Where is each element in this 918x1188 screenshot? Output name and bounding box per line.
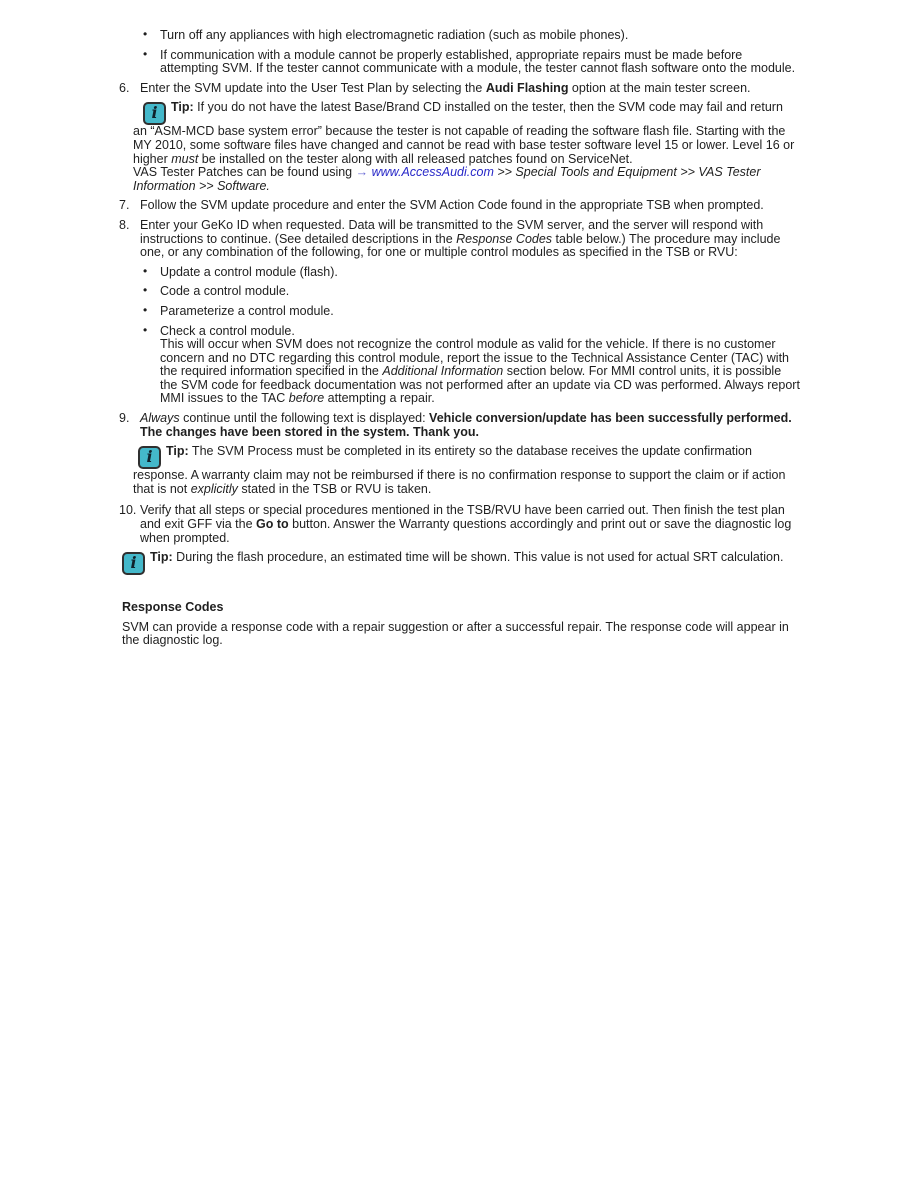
text-segment: button. Answer the Warranty questions accordingly and print out or save the diagnostic log when prompted. xyxy=(140,517,792,545)
text-segment: must xyxy=(171,151,199,166)
text-segment: → xyxy=(355,165,372,180)
text-segment: before xyxy=(288,391,325,406)
text-segment: This will occur when SVM does not recognize the control module as valid for the vehicle. If there is no customer concern and no DTC regarding this control module, report the issue to the Technical Assistance Center (TAC) with the required information specified in the xyxy=(160,337,790,379)
bullet-icon: • xyxy=(143,46,148,61)
text-segment: Verify that all steps or special procedures mentioned in the TSB/RVU have been carried out. Then finish the test plan and exit GFF via the xyxy=(140,503,785,532)
intro-bullet-2 xyxy=(143,46,800,76)
text-segment: If you do not have the latest Base/Brand CD installed on the tester, then the SVM code may fail and return an “ASM-MCD base system error” because the tester is not capable of reading the software flash file. Starting with the MY 2010, some software files have changed and cannot be read with base tester software level 15 or lower. Level 16 or higher xyxy=(133,100,795,166)
step-6 xyxy=(119,80,800,96)
text-segment: Software. xyxy=(217,178,270,193)
text-segment: continue until the following text is displayed: xyxy=(179,411,430,426)
text-segment: If communication with a module cannot be properly established, appropriate repairs must be made before attempting SVM. If the tester cannot communicate with a module, the tester cannot flash software onto the module. xyxy=(160,47,796,76)
text-segment: Follow the SVM update procedure and enter the SVM Action Code found in the appropriate TSB when prompted. xyxy=(140,198,764,213)
text-segment: The SVM Process must be completed in its entirety so the database receives the update confirmation response. A warranty claim may not be reimbursed if there is no confirmation response to support the claim or if action that is not xyxy=(133,444,786,496)
text-segment: Additional Information xyxy=(382,364,504,379)
tip-step-6 xyxy=(133,101,800,166)
text-segment: SVM can provide a response code with a repair suggestion or after a successful repair. The response code will appear in the diagnostic log. xyxy=(122,619,789,648)
text-segment: Enter your GeKo ID when requested. Data will be transmitted to the SVM server, and the server will respond with instructions to continue. (See detailed descriptions in the xyxy=(140,217,764,246)
text-segment: Turn off any appliances with high electromagnetic radiation (such as mobile phones). xyxy=(160,28,629,42)
text-segment: Parameterize a control module. xyxy=(160,303,334,318)
text-segment: VAS Tester Patches can be found using xyxy=(133,165,356,180)
bullet-icon: • xyxy=(143,302,148,317)
step-8-bullet-1 xyxy=(143,263,800,280)
intro-bullet-1 xyxy=(143,27,800,43)
list-number: 6. xyxy=(119,80,130,95)
text-segment: Always xyxy=(140,411,180,426)
list-number: 8. xyxy=(119,217,130,232)
bullet-icon: • xyxy=(143,263,148,278)
tip-step-10 xyxy=(99,551,800,575)
text-segment: attempting a repair. xyxy=(324,391,435,406)
text-segment: >> xyxy=(195,178,218,193)
accessaudi-link[interactable]: www.AccessAudi.com xyxy=(371,165,494,180)
text-segment: Enter the SVM update into the User Test Plan by selecting the xyxy=(140,80,486,95)
text-segment: Special Tools and Equipment xyxy=(515,165,677,180)
text-segment: Vehicle conversion/update has been successfully performed. The changes have been stored in the system. Thank you. xyxy=(140,411,792,439)
text-segment: >> xyxy=(676,165,699,180)
vas-tester-note xyxy=(133,166,800,193)
step-10 xyxy=(119,503,800,545)
text-segment: Check a control module. xyxy=(160,323,295,338)
text-segment: Audi Flashing xyxy=(485,80,569,95)
text-segment: explicitly xyxy=(190,481,238,496)
tip-info-icon: i xyxy=(122,552,145,575)
bullet-icon: • xyxy=(143,322,148,337)
step-8-bullet-2 xyxy=(143,283,800,299)
tip-info-icon: i xyxy=(138,446,161,469)
text-segment: table below.) The procedure may include one, or any combination of the following, for one or multiple control modules as specified in the TSB or RVU: xyxy=(140,231,781,260)
step-7 xyxy=(119,198,800,213)
text-segment: be installed on the tester along with all released patches found on ServiceNet. xyxy=(198,151,633,166)
text-segment: option at the main tester screen. xyxy=(568,80,751,95)
text-segment: Update a control module (flash). xyxy=(160,264,338,279)
text-segment: Tip: xyxy=(171,100,194,115)
step-8 xyxy=(119,217,800,260)
text-segment: Go to xyxy=(256,517,289,532)
response-codes-intro xyxy=(122,621,800,648)
text-segment: Tip: xyxy=(150,550,173,565)
step-9 xyxy=(119,411,800,439)
text-segment: Response Codes xyxy=(456,231,553,246)
list-number: 10. xyxy=(119,503,137,518)
text-segment: section below. For MMI control units, it is possible the SVM code for feedback documentation was not performed after an update via CD was performed. Always report MMI issues to the TAC xyxy=(160,364,800,406)
text-segment: >> xyxy=(493,165,516,180)
bullet-icon: • xyxy=(143,283,148,298)
bullet-icon: • xyxy=(143,27,148,41)
step-8-bullet-4 xyxy=(143,322,800,407)
text-segment: stated in the TSB or RVU is taken. xyxy=(237,481,432,496)
tip-step-9 xyxy=(133,445,800,496)
text-segment: Tip: xyxy=(166,444,189,459)
response-codes-heading xyxy=(122,601,800,615)
tip-info-icon: i xyxy=(143,102,166,125)
list-number: 9. xyxy=(119,411,130,426)
text-segment: VAS Tester Information xyxy=(133,165,761,193)
text-segment: Code a control module. xyxy=(160,284,290,299)
step-8-bullet-3 xyxy=(143,302,800,319)
text-segment: Response Codes xyxy=(122,600,224,615)
text-segment: During the flash procedure, an estimated time will be shown. This value is not used for actual SRT calculation. xyxy=(172,550,784,565)
list-number: 7. xyxy=(119,198,130,213)
